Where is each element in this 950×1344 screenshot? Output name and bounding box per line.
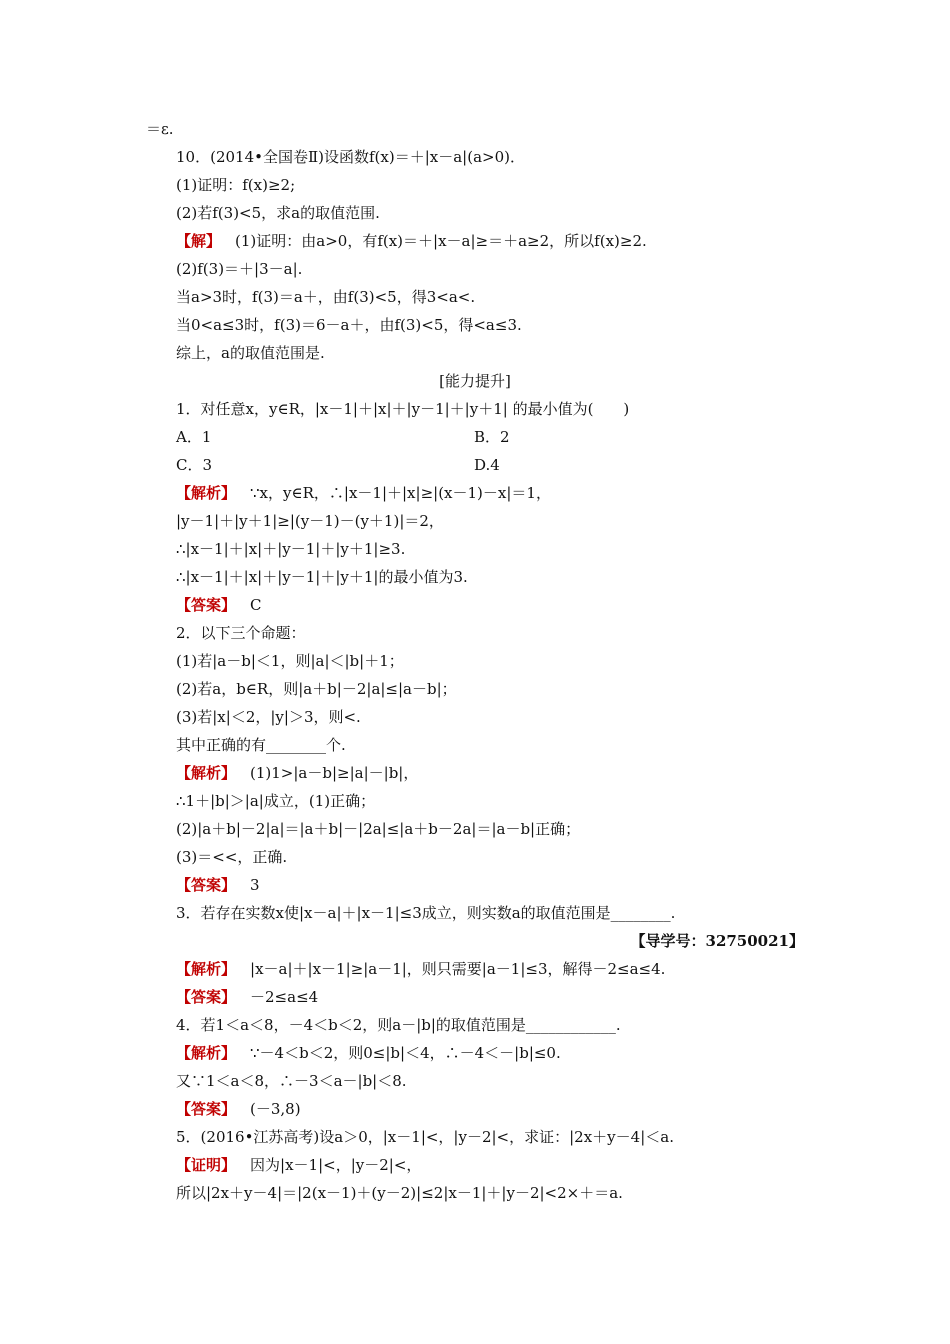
- problem-5: 5．(2016•江苏高考)设a＞0，|x－1|<，|y－2|<，求证：|2x＋y－4|＜a.: [176, 1128, 674, 1146]
- answer-tag: 【答案】: [176, 876, 237, 894]
- proof-tag: 【证明】: [176, 1156, 237, 1174]
- answer-tag: 【答案】: [176, 1100, 237, 1118]
- text-line: |y－1|＋|y＋1|≥|(y－1)－(y＋1)|＝2，: [176, 512, 444, 530]
- solution-tag: 【解】: [176, 232, 222, 250]
- text-line: (1)若|a－b|＜1，则|a|＜|b|＋1；: [176, 652, 404, 670]
- choice-row: A．1 B．2: [176, 428, 510, 446]
- section-heading: [能力提升]: [439, 372, 511, 390]
- text-line: ＝ε.: [146, 120, 174, 138]
- text-line: 所以|2x＋y－4|＝|2(x－1)＋(y－2)|≤2|x－1|＋|y－2|<2×＋＝a.: [176, 1184, 623, 1202]
- text-line: (2)f(3)＝＋|3－a|.: [176, 260, 303, 278]
- problem-4: 4．若1＜a＜8，－4＜b＜2，则a－|b|的取值范围是____________.: [176, 1016, 621, 1034]
- text-line: 其中正确的有________个.: [176, 736, 346, 754]
- answer-line: 【答案】 －2≤a≤4: [176, 988, 319, 1006]
- text-line: (1)证明：f(x)≥2;: [176, 176, 296, 194]
- analysis-tag: 【解析】: [176, 764, 237, 782]
- text-line: ∴1＋|b|＞|a|成立，(1)正确；: [176, 792, 376, 810]
- choice-row: C．3 D.4: [176, 456, 500, 474]
- problem-2: 2．以下三个命题：: [176, 624, 306, 642]
- text-line: (2)若f(3)<5，求a的取值范围.: [176, 204, 380, 222]
- solution-line: 【解】 (1)证明：由a>0，有f(x)＝＋|x－a|≥＝＋a≥2，所以f(x)≥2.: [176, 232, 647, 250]
- proof-line: 【证明】 因为|x－1|<，|y－2|<，: [176, 1156, 422, 1174]
- analysis-tag: 【解析】: [176, 960, 237, 978]
- text-line: (3)＝<<，正确.: [176, 848, 288, 866]
- text-line: ∴|x－1|＋|x|＋|y－1|＋|y＋1|≥3.: [176, 540, 406, 558]
- answer-line: 【答案】 (－3,8): [176, 1100, 301, 1118]
- analysis-line: 【解析】 |x－a|＋|x－1|≥|a－1|，则只需要|a－1|≤3，解得－2≤a≤4.: [176, 960, 666, 978]
- analysis-tag: 【解析】: [176, 1044, 237, 1062]
- text-line: (2)|a＋b|－2|a|＝|a＋b|－|2a|≤|a＋b－2a|＝|a－b|正确；: [176, 820, 581, 838]
- analysis-line: 【解析】 (1)1>|a－b|≥|a|－|b|，: [176, 764, 419, 782]
- analysis-tag: 【解析】: [176, 484, 237, 502]
- answer-line: 【答案】 3: [176, 876, 260, 894]
- problem-10: 10．(2014•全国卷Ⅱ)设函数f(x)＝＋|x－a|(a>0)．: [176, 148, 525, 166]
- analysis-line: 【解析】 ∵－4＜b＜2，则0≤|b|＜4，∴－4＜－|b|≤0.: [176, 1044, 561, 1062]
- text-line: (2)若a，b∈R，则|a＋b|－2|a|≤|a－b|；: [176, 680, 457, 698]
- problem-1: 1．对任意x，y∈R，|x－1|＋|x|＋|y－1|＋|y＋1| 的最小值为( ): [176, 400, 630, 418]
- answer-tag: 【答案】: [176, 596, 237, 614]
- answer-line: 【答案】 C: [176, 596, 262, 614]
- analysis-line: 【解析】 ∵x，y∈R，∴|x－1|＋|x|≥|(x－1)－x|＝1，: [176, 484, 551, 502]
- problem-3: 3．若存在实数x使|x－a|＋|x－1|≤3成立，则实数a的取值范围是________.: [176, 904, 676, 922]
- text-line: ∴|x－1|＋|x|＋|y－1|＋|y＋1|的最小值为3.: [176, 568, 468, 586]
- text-line: 综上，a的取值范围是.: [176, 344, 325, 362]
- text-line: 又∵1＜a＜8，∴－3＜a－|b|＜8.: [176, 1072, 407, 1090]
- text-line: (3)若|x|＜2，|y|＞3，则<.: [176, 708, 361, 726]
- guide-number: 【导学号：32750021】: [630, 932, 804, 950]
- text-line: 当0<a≤3时，f(3)＝6－a＋，由f(3)<5，得<a≤3.: [176, 316, 522, 334]
- answer-tag: 【答案】: [176, 988, 237, 1006]
- text-line: 当a>3时，f(3)＝a＋，由f(3)<5，得3<a<.: [176, 288, 476, 306]
